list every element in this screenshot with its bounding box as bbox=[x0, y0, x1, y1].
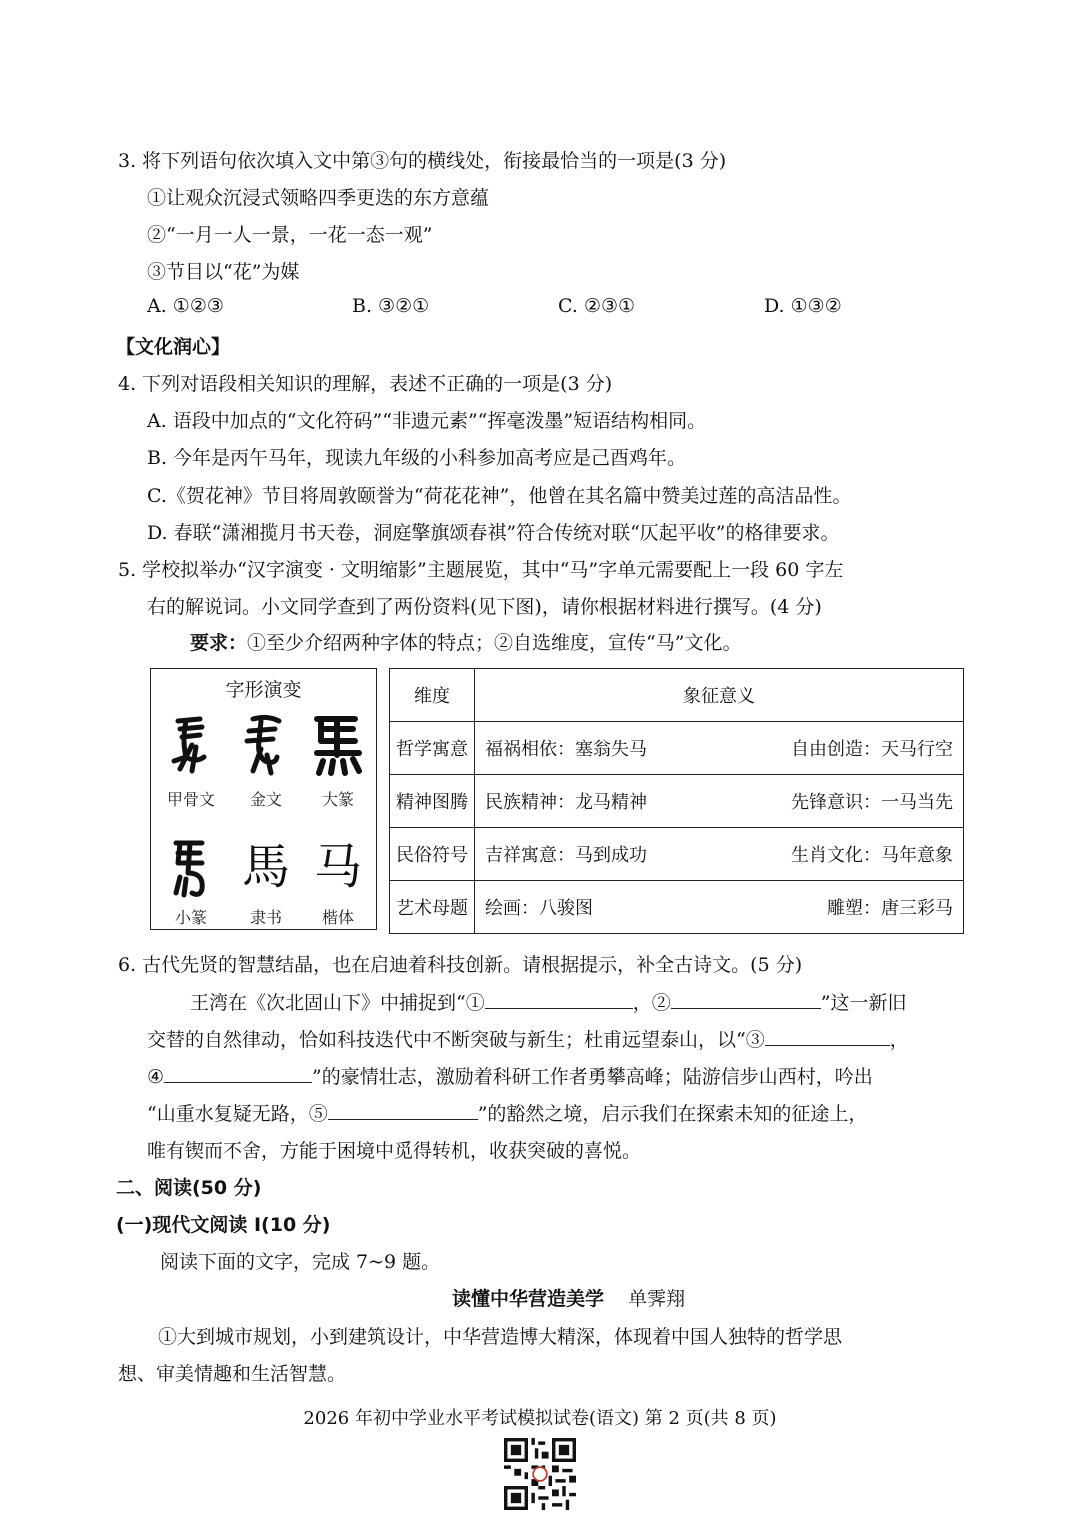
glyph-label-regular: 楷体 bbox=[321, 908, 354, 927]
q3-stem: 3. 将下列语句依次填入文中第③句的横线处，衔接最恰当的一项是(3 分) bbox=[118, 150, 727, 172]
q4-option-b: B. 今年是丙午马年，现读九年级的小科参加高考应是己酉鸡年。 bbox=[147, 447, 687, 469]
table-row bbox=[390, 881, 964, 934]
q6-text: 交替的自然律动，恰如科技迭代中不断突破与新生；杜甫远望泰山，以“③ bbox=[147, 1029, 765, 1051]
q6-text: ④ bbox=[147, 1066, 165, 1088]
blank-5[interactable] bbox=[328, 1101, 478, 1120]
q6-stem: 6. 古代先贤的智慧结晶，也在启迪着科技创新。请根据提示，补全古诗文。(5 分) bbox=[118, 954, 803, 976]
glyph-label-oracle-bone: 甲骨文 bbox=[166, 790, 215, 809]
article-heading bbox=[452, 1284, 685, 1311]
q4-option-c: C.《贺花神》节目将周敦颐誉为“荷花花神”，他曾在其名篇中赞美过莲的高洁品性。 bbox=[147, 485, 852, 507]
glyph-label-great-seal: 大篆 bbox=[321, 790, 354, 809]
q4-stem: 4. 下列对语段相关知识的理解，表述不正确的一项是(3 分) bbox=[118, 373, 613, 395]
q5-requirement-text: ①至少介绍两种字体的特点；②自选维度，宣传“马”文化。 bbox=[247, 632, 742, 654]
q6-line-2 bbox=[147, 1025, 909, 1052]
q6-text: 王湾在《次北固山下》中捕捉到“① bbox=[190, 992, 485, 1014]
table-cell-meaning bbox=[475, 881, 964, 934]
glyph-evolution-box bbox=[150, 668, 377, 930]
q6-line-5: 唯有锲而不舍，方能于困境中觅得转机，收获突破的喜悦。 bbox=[147, 1140, 642, 1162]
q3-option-c: C. ②③① bbox=[558, 295, 636, 317]
q5-requirement bbox=[190, 628, 741, 655]
blank-2[interactable] bbox=[671, 990, 821, 1009]
q6-text: “山重水复疑无路，⑤ bbox=[147, 1103, 328, 1125]
q4-option-d: D. 春联“潇湘揽月书天卷，洞庭擎旗颂春祺”符合传统对联“仄起平收”的格律要求。 bbox=[147, 522, 840, 544]
table-cell-dimension: 精神图腾 bbox=[390, 775, 475, 828]
table-cell-meaning bbox=[475, 775, 964, 828]
table-cell-dimension: 民俗符号 bbox=[390, 828, 475, 881]
glyph-label-small-seal: 小篆 bbox=[174, 908, 207, 927]
blank-3[interactable] bbox=[765, 1027, 890, 1046]
regular-script-horse-glyph: 马 bbox=[313, 839, 362, 895]
q3-option-b: B. ③②① bbox=[352, 295, 430, 317]
q6-line-4 bbox=[147, 1099, 867, 1126]
table-row bbox=[390, 722, 964, 775]
q3-item-1: ①让观众沉浸式领略四季更迭的东方意蕴 bbox=[147, 187, 490, 209]
table-cell-meaning bbox=[475, 828, 964, 881]
article-para-1-line-2: 想、审美情趣和生活智慧。 bbox=[118, 1363, 347, 1385]
q5-line-2: 右的解说词。小文同学查到了两份资料(见下图)，请你根据材料进行撰写。(4 分) bbox=[147, 596, 822, 618]
q3-item-2: ②“一月一人一景，一花一态一观” bbox=[147, 224, 433, 246]
table-cell-meaning bbox=[475, 722, 964, 775]
q6-line-1 bbox=[190, 988, 906, 1015]
meaning-a: 绘画：八骏图 bbox=[485, 898, 593, 919]
article-para-1-line-1: ①大到城市规划，小到建筑设计，中华营造博大精深，体现着中国人独特的哲学思 bbox=[158, 1326, 843, 1348]
q5-line-1: 5. 学校拟举办“汉字演变 · 文明缩影”主题展览，其中“马”字单元需要配上一段 60 字左 bbox=[118, 559, 844, 581]
clerical-script-horse-glyph: 馬 bbox=[241, 839, 290, 895]
table-header-dimension: 维度 bbox=[390, 669, 475, 722]
article-author: 单霁翔 bbox=[628, 1288, 686, 1310]
meaning-b: 雕塑：唐三彩马 bbox=[827, 898, 953, 919]
meaning-a: 吉祥寓意：马到成功 bbox=[485, 845, 647, 866]
q3-item-3: ③节目以“花”为媒 bbox=[147, 261, 300, 283]
q6-text: ，② bbox=[632, 992, 671, 1014]
q6-line-3 bbox=[147, 1062, 873, 1089]
q6-text: ”这一新旧 bbox=[820, 992, 907, 1014]
table-header-meaning: 象征意义 bbox=[475, 669, 964, 722]
q6-text: ， bbox=[889, 1029, 909, 1051]
q3-option-d: D. ①③② bbox=[764, 295, 842, 317]
article-title: 读懂中华营造美学 bbox=[452, 1288, 605, 1310]
meaning-a: 福祸相依：塞翁失马 bbox=[485, 739, 647, 760]
page-footer: 2026 年初中学业水平考试模拟试卷(语文) 第 2 页(共 8 页) bbox=[303, 1408, 777, 1429]
meaning-b: 先锋意识：一马当先 bbox=[791, 792, 953, 813]
table-row bbox=[390, 775, 964, 828]
great-seal-horse-glyph bbox=[303, 711, 373, 781]
meaning-b: 自由创造：天马行空 bbox=[791, 739, 953, 760]
part2-instruction: 阅读下面的文字，完成 7~9 题。 bbox=[160, 1251, 441, 1273]
section-tag: 【文化润心】 bbox=[116, 336, 231, 358]
table-row bbox=[390, 828, 964, 881]
q6-text: ”的豪情壮志，激励着科研工作者勇攀高峰；陆游信步山西村，吟出 bbox=[312, 1066, 873, 1088]
horse-symbolism-table bbox=[389, 668, 964, 934]
glyph-label-clerical: 隶书 bbox=[249, 908, 282, 927]
oracle-bone-horse-glyph bbox=[156, 711, 226, 781]
table-header-row bbox=[390, 669, 964, 722]
table-cell-dimension: 哲学寓意 bbox=[390, 722, 475, 775]
q3-option-a: A. ①②③ bbox=[147, 295, 224, 317]
blank-1[interactable] bbox=[485, 990, 633, 1009]
glyph-label-bronze: 金文 bbox=[249, 790, 282, 809]
qr-code-icon[interactable] bbox=[504, 1438, 576, 1510]
blank-4[interactable] bbox=[164, 1064, 312, 1083]
q5-requirement-label: 要求： bbox=[190, 632, 248, 654]
table-cell-dimension: 艺术母题 bbox=[390, 881, 475, 934]
q6-text: ”的豁然之境，启示我们在探索未知的征途上， bbox=[477, 1103, 868, 1125]
bronze-inscription-horse-glyph bbox=[231, 711, 301, 781]
q4-option-a: A. 语段中加点的“文化符码”“非遗元素”“挥毫泼墨”短语结构相同。 bbox=[147, 410, 707, 432]
meaning-a: 民族精神：龙马精神 bbox=[485, 792, 647, 813]
part2-subtitle: (一)现代文阅读 Ⅰ(10 分) bbox=[116, 1214, 331, 1236]
glyph-box-heading: 字形演变 bbox=[225, 679, 302, 701]
meaning-b: 生肖文化：马年意象 bbox=[791, 845, 953, 866]
small-seal-horse-glyph bbox=[156, 837, 226, 903]
part2-title: 二、阅读(50 分) bbox=[116, 1177, 262, 1199]
